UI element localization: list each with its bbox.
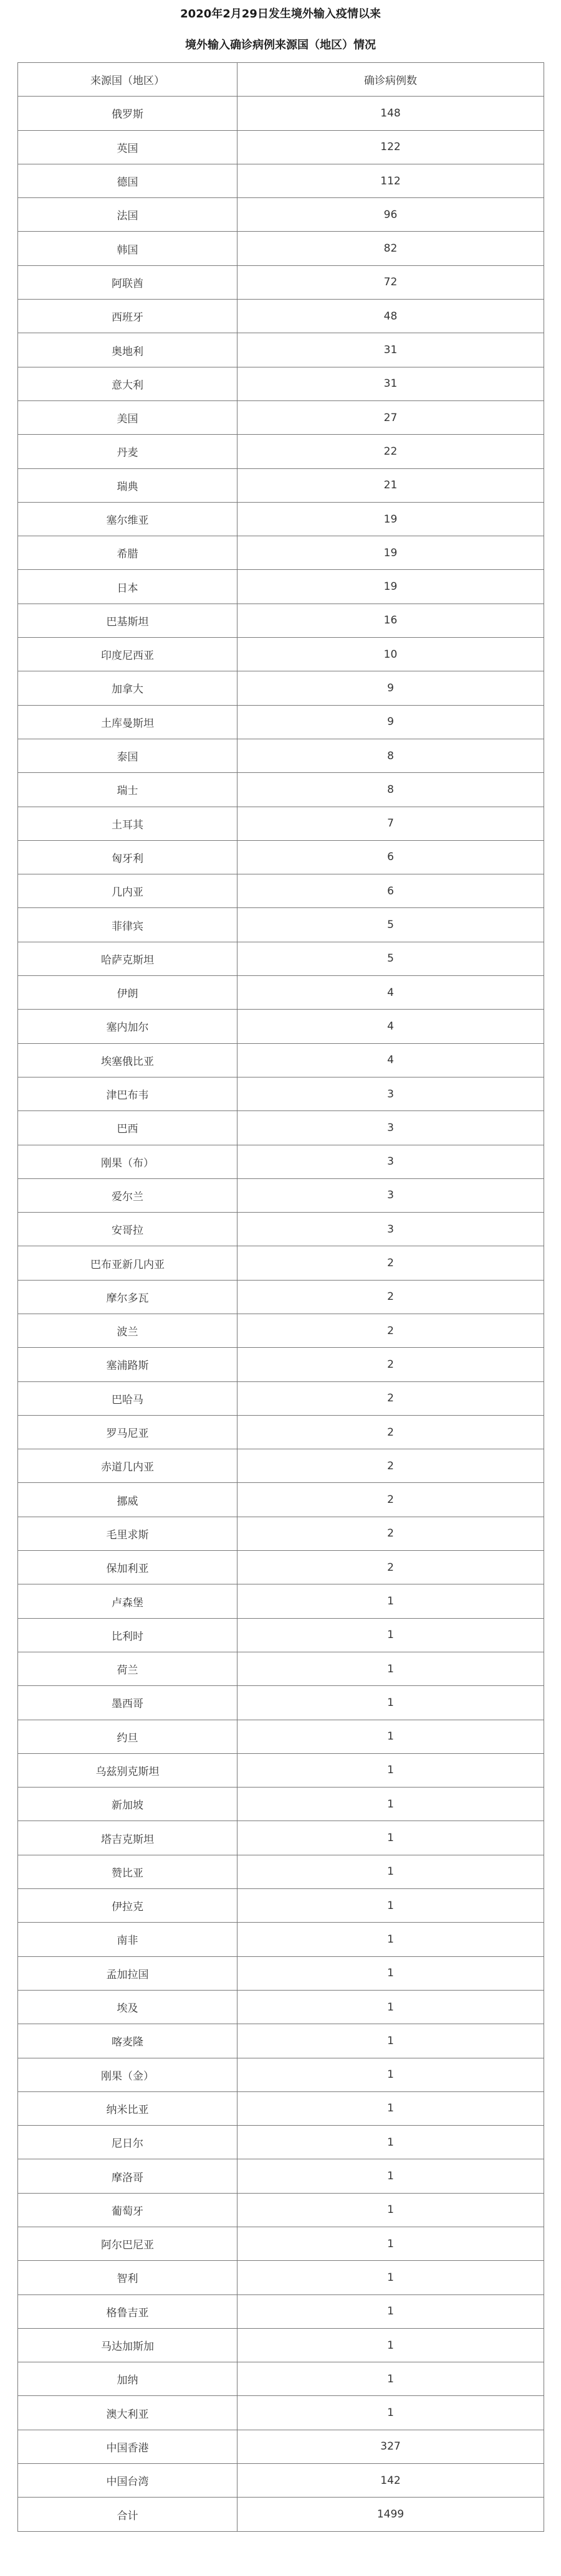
- table-row: [18, 1415, 544, 1449]
- total-label: 合计: [18, 2498, 237, 2531]
- region-cell: 塞尔维亚: [18, 502, 237, 536]
- count-cell: 1: [237, 2396, 544, 2430]
- table-row: [18, 1788, 544, 1821]
- table-row: [18, 671, 544, 705]
- header-region: 来源国（地区）: [18, 63, 237, 97]
- table-row: [18, 1855, 544, 1888]
- table-row: [18, 1686, 544, 1720]
- table-row: [18, 2227, 544, 2261]
- table-row: [18, 2261, 544, 2294]
- count-cell: 3: [237, 1145, 544, 1178]
- region-cell: 新加坡: [18, 1788, 237, 1821]
- region-cell: 波兰: [18, 1314, 237, 1347]
- region-cell: 巴西: [18, 1111, 237, 1145]
- count-cell: 327: [237, 2430, 544, 2463]
- count-cell: 3: [237, 1213, 544, 1246]
- count-cell: 4: [237, 976, 544, 1010]
- table-row: [18, 435, 544, 468]
- count-cell: 4: [237, 1010, 544, 1043]
- table-row: [18, 1753, 544, 1787]
- region-cell: 英国: [18, 130, 237, 164]
- count-cell: 31: [237, 333, 544, 367]
- count-cell: 22: [237, 435, 544, 468]
- table-row: [18, 2024, 544, 2058]
- region-cell: 保加利亚: [18, 1551, 237, 1584]
- region-cell: 埃塞俄比亚: [18, 1043, 237, 1077]
- region-cell: 巴哈马: [18, 1381, 237, 1415]
- region-cell: 乌兹别克斯坦: [18, 1753, 237, 1787]
- table-row: [18, 1348, 544, 1381]
- count-cell: 122: [237, 130, 544, 164]
- table-row: [18, 638, 544, 671]
- region-cell: 塞浦路斯: [18, 1348, 237, 1381]
- count-cell: 7: [237, 807, 544, 840]
- region-cell: 伊拉克: [18, 1889, 237, 1923]
- count-cell: 10: [237, 638, 544, 671]
- table-row: [18, 2328, 544, 2362]
- total-value: 1499: [237, 2498, 544, 2531]
- region-cell: 中国台湾: [18, 2464, 237, 2498]
- region-cell: 埃及: [18, 1990, 237, 2024]
- region-cell: 爱尔兰: [18, 1178, 237, 1212]
- count-cell: 1: [237, 2159, 544, 2193]
- count-cell: 2: [237, 1517, 544, 1550]
- region-cell: 罗马尼亚: [18, 1415, 237, 1449]
- count-cell: 1: [237, 2193, 544, 2227]
- table-row: [18, 2362, 544, 2396]
- count-cell: 9: [237, 671, 544, 705]
- count-cell: 1: [237, 1821, 544, 1855]
- region-cell: 土库曼斯坦: [18, 705, 237, 739]
- table-row: [18, 1990, 544, 2024]
- table-row: [18, 1551, 544, 1584]
- count-cell: 2: [237, 1415, 544, 1449]
- count-cell: 1: [237, 2126, 544, 2159]
- table-row: [18, 976, 544, 1010]
- region-cell: 瑞士: [18, 773, 237, 807]
- count-cell: 1: [237, 1584, 544, 1618]
- count-cell: 1: [237, 1652, 544, 1685]
- region-cell: 法国: [18, 198, 237, 232]
- table-row: [18, 265, 544, 299]
- table-row: [18, 130, 544, 164]
- table-row: [18, 1584, 544, 1618]
- region-cell: 伊朗: [18, 976, 237, 1010]
- region-cell: 加纳: [18, 2362, 237, 2396]
- table-row: [18, 536, 544, 570]
- header-count: 确诊病例数: [237, 63, 544, 97]
- count-cell: 5: [237, 908, 544, 942]
- region-cell: 马达加斯加: [18, 2328, 237, 2362]
- region-cell: 巴布亚新几内亚: [18, 1246, 237, 1280]
- table-row: [18, 1449, 544, 1483]
- table-row: [18, 840, 544, 874]
- region-cell: 韩国: [18, 232, 237, 265]
- table-row: [18, 1381, 544, 1415]
- count-cell: 1: [237, 2058, 544, 2091]
- region-cell: 塞内加尔: [18, 1010, 237, 1043]
- count-cell: 82: [237, 232, 544, 265]
- count-cell: 1: [237, 1855, 544, 1888]
- region-cell: 刚果（金）: [18, 2058, 237, 2091]
- count-cell: 1: [237, 2261, 544, 2294]
- table-row: [18, 2396, 544, 2430]
- region-cell: 格鲁吉亚: [18, 2294, 237, 2328]
- table-row: [18, 1077, 544, 1110]
- region-cell: 卢森堡: [18, 1584, 237, 1618]
- count-cell: 19: [237, 536, 544, 570]
- count-cell: 1: [237, 2024, 544, 2058]
- count-cell: 1: [237, 1956, 544, 1990]
- count-cell: 2: [237, 1551, 544, 1584]
- table-row: [18, 2091, 544, 2125]
- region-cell: 智利: [18, 2261, 237, 2294]
- region-cell: 摩洛哥: [18, 2159, 237, 2193]
- count-cell: 1: [237, 2362, 544, 2396]
- count-cell: 142: [237, 2464, 544, 2498]
- region-cell: 匈牙利: [18, 840, 237, 874]
- region-cell: 葡萄牙: [18, 2193, 237, 2227]
- count-cell: 1: [237, 1618, 544, 1652]
- table-row: [18, 1923, 544, 1956]
- region-cell: 西班牙: [18, 300, 237, 333]
- region-cell: 摩尔多瓦: [18, 1280, 237, 1314]
- table-row: [18, 1111, 544, 1145]
- region-cell: 赞比亚: [18, 1855, 237, 1888]
- table-row: [18, 1314, 544, 1347]
- count-cell: 1: [237, 2294, 544, 2328]
- region-cell: 德国: [18, 164, 237, 197]
- region-cell: 意大利: [18, 367, 237, 400]
- region-cell: 土耳其: [18, 807, 237, 840]
- table-row: [18, 1043, 544, 1077]
- count-cell: 1: [237, 2227, 544, 2261]
- table-row: [18, 807, 544, 840]
- table-row: [18, 1821, 544, 1855]
- count-cell: 1: [237, 1788, 544, 1821]
- table-row: [18, 1720, 544, 1753]
- table-row: [18, 300, 544, 333]
- table-row: [18, 1145, 544, 1178]
- table-row: [18, 2464, 544, 2498]
- table-row: [18, 1956, 544, 1990]
- table-row: [18, 739, 544, 772]
- table-row: [18, 1246, 544, 1280]
- count-cell: 2: [237, 1483, 544, 1517]
- count-cell: 3: [237, 1111, 544, 1145]
- table-row: [18, 164, 544, 197]
- region-cell: 哈萨克斯坦: [18, 942, 237, 975]
- region-cell: 巴基斯坦: [18, 604, 237, 637]
- region-cell: 荷兰: [18, 1652, 237, 1685]
- region-cell: 奥地利: [18, 333, 237, 367]
- count-cell: 2: [237, 1280, 544, 1314]
- region-cell: 约旦: [18, 1720, 237, 1753]
- document-title-line1: 2020年2月29日发生境外输入疫情以来: [180, 7, 381, 21]
- region-cell: 塔吉克斯坦: [18, 1821, 237, 1855]
- count-cell: 148: [237, 97, 544, 130]
- count-cell: 3: [237, 1178, 544, 1212]
- count-cell: 19: [237, 502, 544, 536]
- table-row: [18, 604, 544, 637]
- table-row: [18, 1652, 544, 1685]
- region-cell: 毛里求斯: [18, 1517, 237, 1550]
- region-cell: 墨西哥: [18, 1686, 237, 1720]
- count-cell: 1: [237, 1686, 544, 1720]
- count-cell: 2: [237, 1348, 544, 1381]
- count-cell: 3: [237, 1077, 544, 1110]
- count-cell: 2: [237, 1246, 544, 1280]
- table-row: [18, 2126, 544, 2159]
- count-cell: 72: [237, 265, 544, 299]
- region-cell: 尼日尔: [18, 2126, 237, 2159]
- region-cell: 比利时: [18, 1618, 237, 1652]
- count-cell: 1: [237, 1990, 544, 2024]
- table-row: [18, 1213, 544, 1246]
- table-row: [18, 908, 544, 942]
- region-cell: 澳大利亚: [18, 2396, 237, 2430]
- region-cell: 中国香港: [18, 2430, 237, 2463]
- table-row: [18, 2193, 544, 2227]
- region-cell: 津巴布韦: [18, 1077, 237, 1110]
- table-header-row: [18, 63, 544, 97]
- region-cell: 菲律宾: [18, 908, 237, 942]
- region-cell: 加拿大: [18, 671, 237, 705]
- region-cell: 瑞典: [18, 468, 237, 502]
- table-row: [18, 468, 544, 502]
- table-row: [18, 773, 544, 807]
- count-cell: 1: [237, 1889, 544, 1923]
- table-row: [18, 97, 544, 130]
- table-row: [18, 942, 544, 975]
- region-cell: 丹麦: [18, 435, 237, 468]
- count-cell: 2: [237, 1314, 544, 1347]
- count-cell: 2: [237, 1381, 544, 1415]
- table-body: [18, 97, 544, 2498]
- region-cell: 纳米比亚: [18, 2091, 237, 2125]
- table-row: [18, 333, 544, 367]
- table-row: [18, 1280, 544, 1314]
- count-cell: 2: [237, 1449, 544, 1483]
- table-row: [18, 2430, 544, 2463]
- table-row: [18, 2294, 544, 2328]
- count-cell: 8: [237, 739, 544, 772]
- region-cell: 刚果（布）: [18, 1145, 237, 1178]
- region-cell: 赤道几内亚: [18, 1449, 237, 1483]
- region-cell: 安哥拉: [18, 1213, 237, 1246]
- count-cell: 16: [237, 604, 544, 637]
- region-cell: 俄罗斯: [18, 97, 237, 130]
- count-cell: 31: [237, 367, 544, 400]
- count-cell: 1: [237, 1923, 544, 1956]
- count-cell: 21: [237, 468, 544, 502]
- region-cell: 几内亚: [18, 874, 237, 908]
- region-cell: 孟加拉国: [18, 1956, 237, 1990]
- region-cell: 南非: [18, 1923, 237, 1956]
- region-cell: 阿尔巴尼亚: [18, 2227, 237, 2261]
- count-cell: 96: [237, 198, 544, 232]
- region-cell: 阿联酋: [18, 265, 237, 299]
- table-row: [18, 2058, 544, 2091]
- table-row: [18, 1483, 544, 1517]
- count-cell: 4: [237, 1043, 544, 1077]
- count-cell: 9: [237, 705, 544, 739]
- table-row: [18, 1178, 544, 1212]
- count-cell: 1: [237, 2328, 544, 2362]
- region-cell: 印度尼西亚: [18, 638, 237, 671]
- table-row: [18, 1010, 544, 1043]
- region-cell: 喀麦隆: [18, 2024, 237, 2058]
- document-title-line2: 境外输入确诊病例来源国（地区）情况: [185, 39, 376, 52]
- table-row: [18, 502, 544, 536]
- region-cell: 希腊: [18, 536, 237, 570]
- table-row: [18, 1618, 544, 1652]
- table-row: [18, 705, 544, 739]
- total-row: [18, 2498, 544, 2531]
- table-row: [18, 400, 544, 434]
- region-cell: 泰国: [18, 739, 237, 772]
- count-cell: 1: [237, 2091, 544, 2125]
- region-cell: 挪威: [18, 1483, 237, 1517]
- table-row: [18, 1889, 544, 1923]
- table-row: [18, 1517, 544, 1550]
- count-cell: 6: [237, 874, 544, 908]
- count-cell: 1: [237, 1720, 544, 1753]
- table-row: [18, 367, 544, 400]
- table-row: [18, 570, 544, 604]
- count-cell: 48: [237, 300, 544, 333]
- table-row: [18, 2159, 544, 2193]
- count-cell: 27: [237, 400, 544, 434]
- table-row: [18, 198, 544, 232]
- table-row: [18, 232, 544, 265]
- count-cell: 5: [237, 942, 544, 975]
- count-cell: 6: [237, 840, 544, 874]
- count-cell: 19: [237, 570, 544, 604]
- count-cell: 1: [237, 1753, 544, 1787]
- region-cell: 美国: [18, 400, 237, 434]
- count-cell: 8: [237, 773, 544, 807]
- table-row: [18, 874, 544, 908]
- count-cell: 112: [237, 164, 544, 197]
- region-cell: 日本: [18, 570, 237, 604]
- cases-table: [17, 62, 544, 2532]
